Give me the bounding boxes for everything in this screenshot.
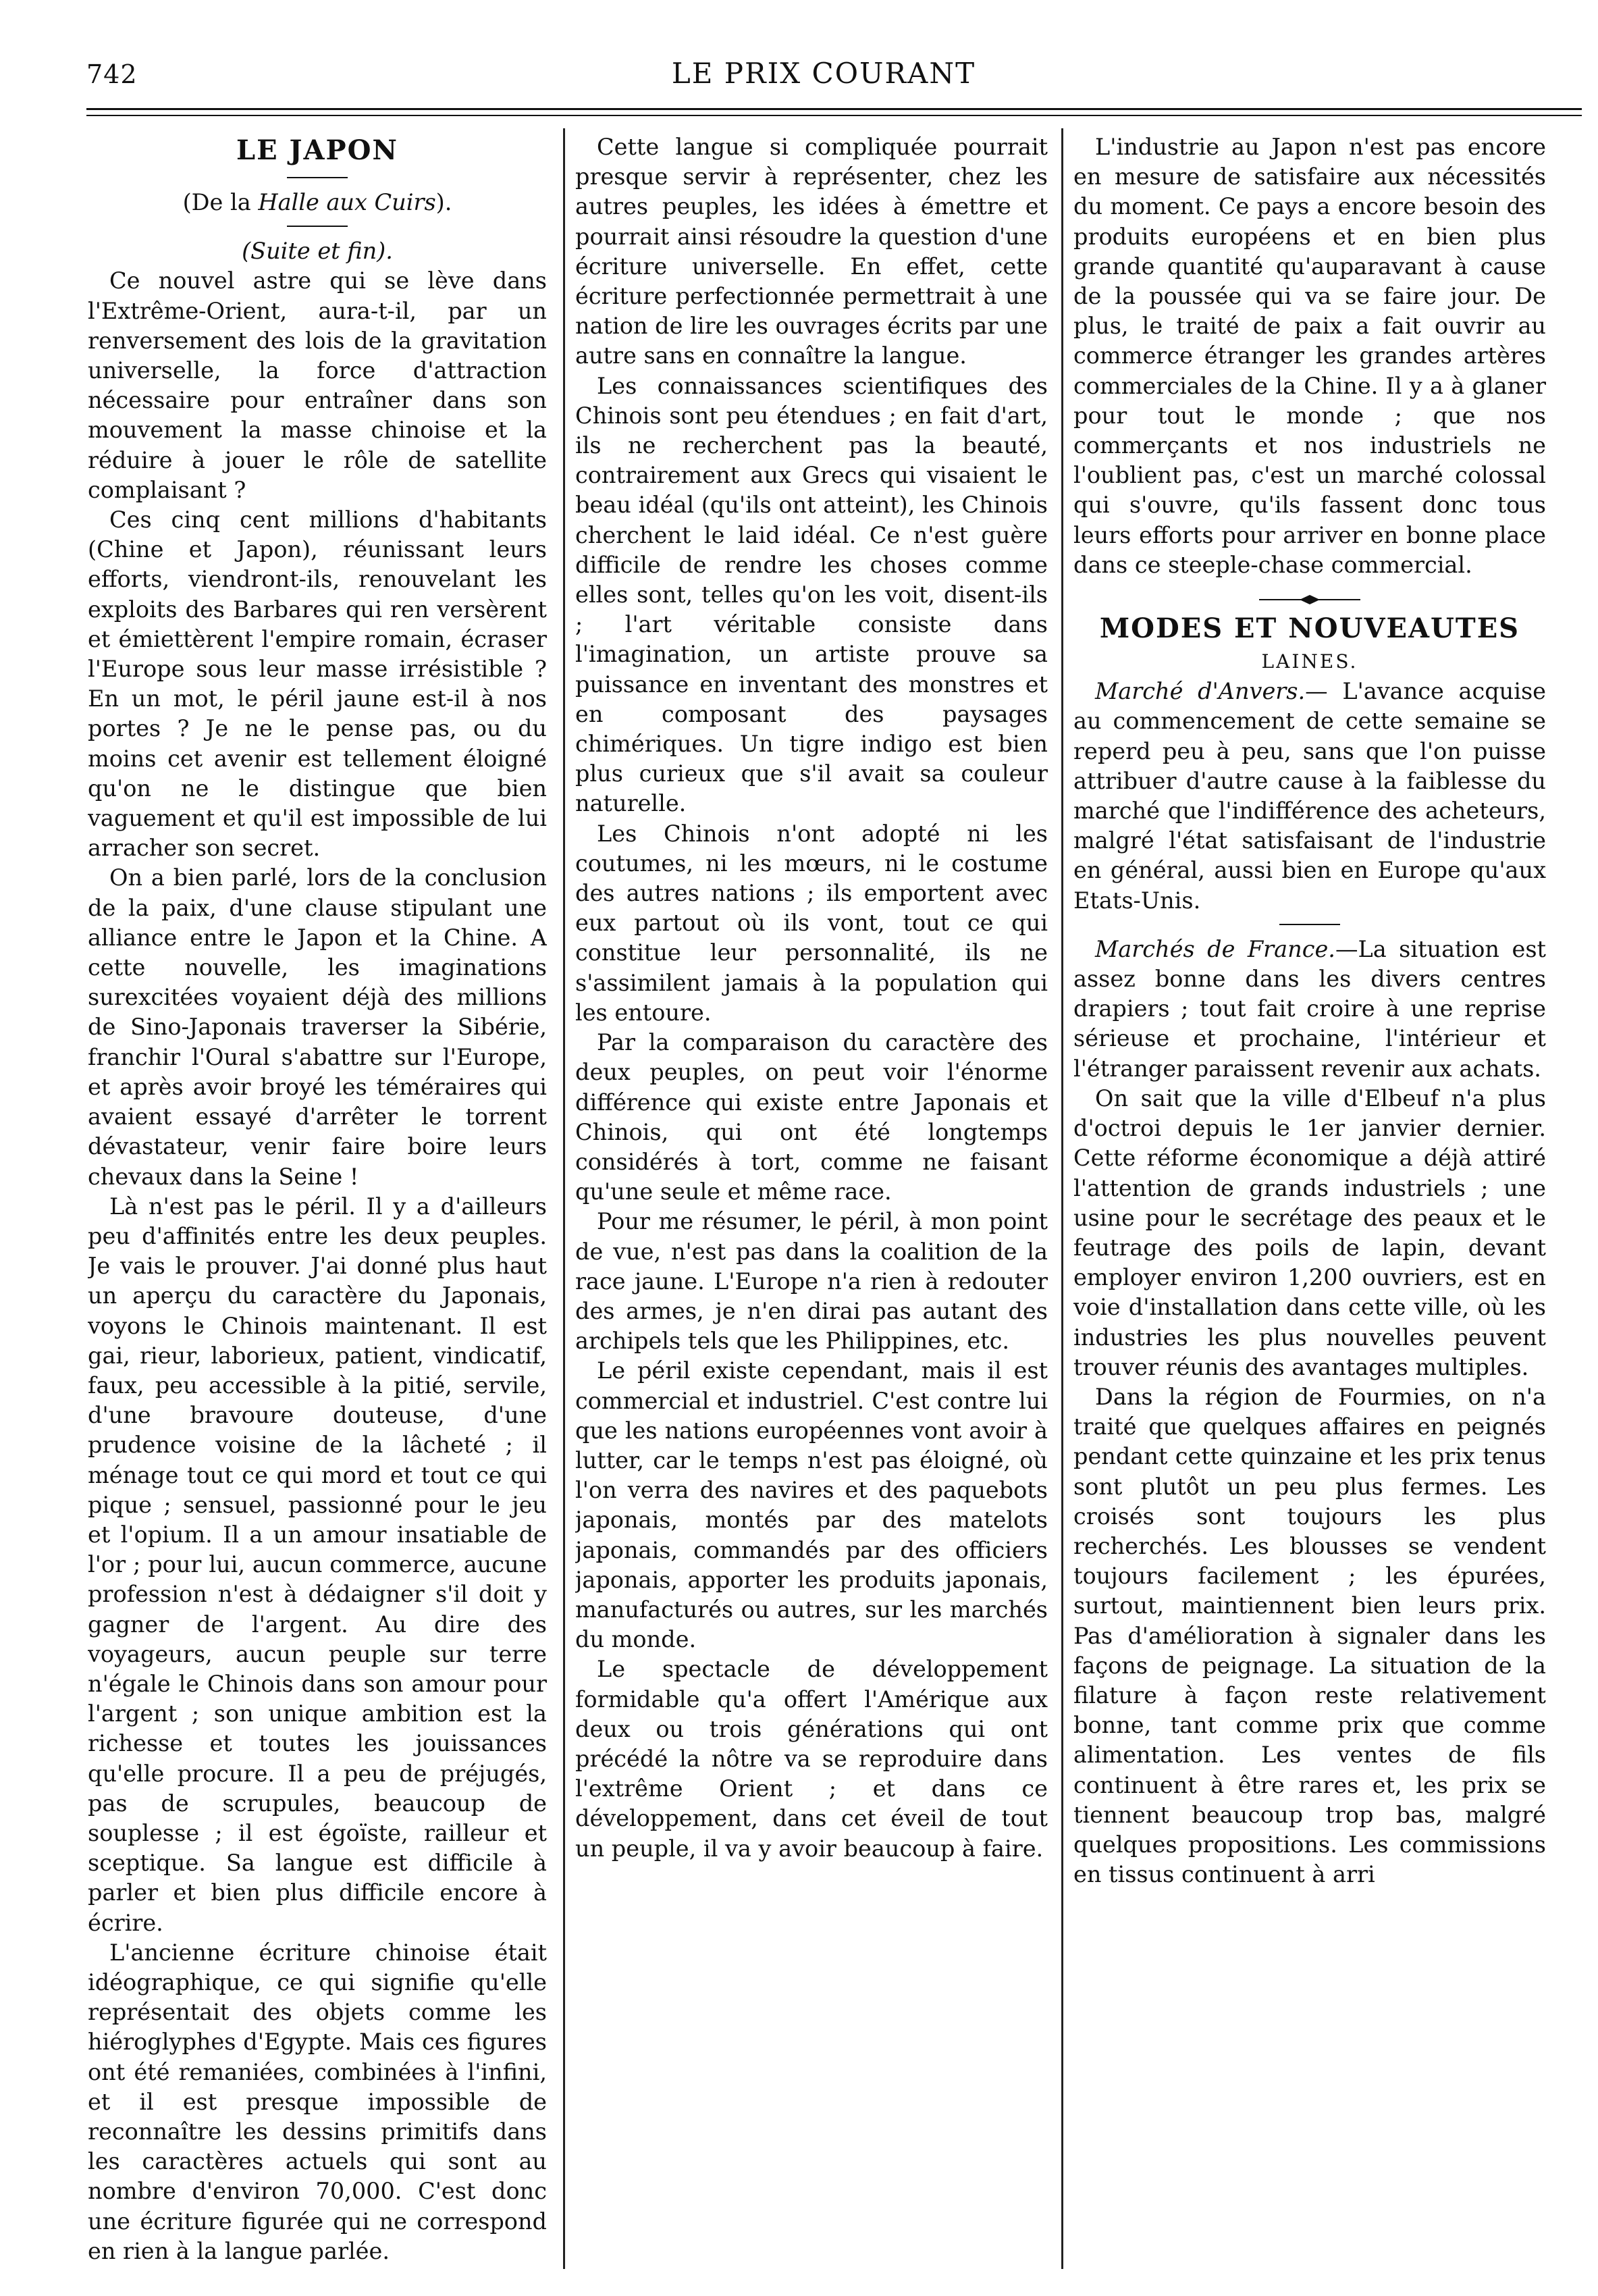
section-title-modes: MODES ET NOUVEAUTES	[1099, 612, 1520, 645]
paragraph: Par la comparaison du caractère des deux peuples, on peut voir l'énorme différence qui existe entre Japonais et Chinois, qui ont été longtemps considérés à tort, comme ne faisant qu'une seule et même race.	[575, 1029, 1048, 1205]
article-source	[88, 188, 547, 217]
paragraph: On sait que la ville d'Elbeuf n'a plus d'octroi depuis le 1er janvier dernier. Cette réforme économique a déjà attiré l'attention de grands industriels ; une usine pour le secrétage des peaux et le feutrage des poils de lapin, devant employer environ 1,200 ouvriers, est en voie d'installation dans cette ville, où les industries les plus nouvelles peuvent trouver réunis des avantages multiples.	[1073, 1085, 1546, 1380]
page-number: 742	[86, 59, 138, 89]
header-rule	[86, 108, 1582, 110]
column-divider	[1061, 128, 1063, 2269]
source-prefix: (De la	[182, 189, 259, 215]
paragraph-lead: Marchés de France.	[1095, 935, 1335, 962]
source-publication: Halle aux Cuirs	[258, 189, 436, 215]
paragraph: Les connaissances scientifiques des Chinois sont peu étendues ; en fait d'art, ils ne recherchent pas la beauté, contrairement aux Grecs qui visaient le beau idéal (qu'ils ont atteint), les Chinois cherchent le laid idéal. Ce n'est guère difficile de rendre les choses comme elles sont, telles qu'on les voit, disent-ils ; l'art véritable consiste dans l'imagination, un artiste prouve sa puissance en inventant des monstres et en composant des paysages chimériques. Un tigre indigo est bien plus curieux que s'il avait sa couleur naturelle.	[575, 372, 1048, 817]
sequel-text: (Suite et fin).	[242, 238, 393, 265]
paragraph: L'industrie au Japon n'est pas encore en mesure de satisfaire aux nécessités du moment. Ce pays a encore besoin des produits européens et en bien plus grande quantité qu'auparavant à cause de la poussée qui va se faire jour. De plus, le traité de paix a fait ouvrir au commerce étranger les grandes artères commerciales de la Chine. Il y a à glaner pour tout le monde ; que nos commerçants et nos industriels ne l'oublient pas, c'est un marché colossal qui s'ouvre, qu'ils fassent donc tous leurs efforts pour arriver en bonne place dans ce steeple-chase commercial.	[1073, 134, 1546, 578]
column-1	[88, 132, 547, 2266]
title-rule	[287, 177, 348, 178]
paragraph	[1073, 677, 1546, 916]
paragraph: Ces cinq cent millions d'habitants (Chine et Japon), réunissant leurs efforts, viendront-ils, renouvelant les exploits des Barbares qui ren versèrent et émiettèrent l'empire romain, écraser l'Europe sous leur masse irrésistible ? En un mot, le péril jaune est-il à nos portes ? Je ne le pense pas, ou du moins cet avenir est tellement éloigné qu'on ne le distingue que bien vaguement et qu'il est impossible de lui arracher son secret.	[88, 506, 547, 862]
section-ornament	[1073, 592, 1546, 606]
subsection-title: LAINES.	[1261, 650, 1358, 673]
paragraph: Là n'est pas le péril. Il y a d'ailleurs peu d'affinités entre les deux peuples. Je vais le prouver. J'ai donné plus haut un aperçu du caractère du Japonais, voyons le Chinois maintenant. Il est gai, rieur, laborieux, patient, vindicatif, faux, peu accessible à la pitié, servile, d'une bravoure douteuse, d'une prudence voisine de la lâcheté ; il ménage tout ce qui mord et tout ce qui pique ; sensuel, passionné pour le jeu et l'opium. Il a un amour insatiable de l'or ; pour lui, aucun commerce, aucune profession n'est à dédaigner s'il doit y gagner de l'argent. Au dire des voyageurs, aucun peuple sur terre n'égale le Chinois dans son amour pour l'argent ; son unique ambition est la richesse et toutes les jouissances qu'elle procure. Il a peu de préjugés, pas de scrupules, beaucoup de souplesse ; il est égoïste, railleur et sceptique. Sa langue est difficile à parler et bien plus difficile encore à écrire.	[88, 1193, 547, 1936]
column-3	[1073, 132, 1546, 2266]
column-2	[575, 132, 1048, 2266]
paragraph: Pour me résumer, le péril, à mon point de vue, n'est pas dans la coalition de la race jaune. L'Europe n'a rien à redouter des armes, je n'en dirai pas autant des archipels tels que les Philippines, etc.	[575, 1208, 1048, 1355]
column-divider	[563, 128, 565, 2269]
ornament-rule	[1259, 593, 1360, 606]
paragraph: Ce nouvel astre qui se lève dans l'Extrême-Orient, aura-t-il, par un renversement des lois de la gravitation universelle, la force d'attraction nécessaire pour entraîner dans son mouvement la masse chinoise et la réduire à jouer le rôle de satellite complaisant ?	[88, 267, 547, 503]
paragraph: Les Chinois n'ont adopté ni les coutumes, ni les mœurs, ni le costume des autres nations ; ils emportent avec eux partout où ils vont, tout ce qui constitue leur personnalité, ils ne s'assimilent jamais à la population qui les entoure.	[575, 820, 1048, 1026]
paragraph	[1073, 935, 1546, 1084]
source-rule	[287, 226, 348, 227]
paragraph: Dans la région de Fourmies, on n'a traité que quelques affaires en peignés pendant cette quinzaine et les prix tenus sont plutôt un peu plus fermes. Les croisés sont toujours les plus recherchés. Les blousses se vendent toujours facilement ; les épurées, surtout, maintiennent bien leurs prix. Pas d'amélioration à signaler dans les façons de peignage. La situation de la filature à façon reste relativement bonne, tant comme prix que comme alimentation. Les ventes de fils continuent à être rares et, les prix se tiennent beaucoup trop bas, malgré quelques propositions. Les commissions en tissus continuent à arri	[1073, 1383, 1546, 1888]
paragraph-lead: Marché d'Anvers.	[1095, 678, 1306, 705]
paragraph: Le péril existe cependant, mais il est commercial et industriel. C'est contre lui que les nations européennes vont avoir à lutter, car le temps n'est pas éloigné, où l'on verra des navires et des paquebots japonais, montés par des matelots japonais, commandés par des officiers japonais, apporter les produits japonais, manufacturés ou autres, sur les marchés du monde.	[575, 1357, 1048, 1653]
paragraph-rule	[1279, 924, 1340, 925]
paragraph-text: —La situation est assez bonne dans les divers centres drapiers ; tout fait croire à une reprise sérieuse et prochaine, l'intérieur et l'étranger paraissent revenir aux achats.	[1073, 935, 1546, 1082]
paragraph-text: — L'avance acquise au commencement de cette semaine se reperd peu à peu, sans que l'on puisse attribuer d'autre cause à la faiblesse du marché que l'indifférence des acheteurs, malgré l'état satisfaisant de l'industrie en général, aussi bien en Europe qu'aux Etats-Unis.	[1073, 678, 1546, 914]
paragraph: On a bien parlé, lors de la conclusion de la paix, d'une clause stipulant une alliance entre le Japon et la Chine. A cette nouvelle, les imaginations surexcitées voyaient déjà des millions de Sino-Japonais traverser la Sibérie, franchir l'Oural s'abattre sur l'Europe, et après avoir broyé les téméraires qui avaient essayé d'arrêter le torrent dévastateur, venir faire boire leurs chevaux dans la Seine !	[88, 864, 547, 1190]
header-rule-thin	[86, 115, 1582, 116]
source-suffix: ).	[435, 189, 452, 215]
sequel-note	[88, 236, 547, 266]
paragraph: L'ancienne écriture chinoise était idéographique, ce qui signifie qu'elle représentait des objets comme les hiéroglyphes d'Egypte. Mais ces figures ont été remaniées, combinées à l'infini, et il est presque impossible de reconnaître les dessins primitifs dans les caractères actuels qui sont au nombre d'environ 70,000. C'est donc une écriture figurée qui ne correspond en rien à la langue parlée.	[88, 1939, 547, 2264]
journal-title: LE PRIX COURANT	[671, 57, 976, 90]
paragraph: Le spectacle de développement formidable qu'a offert l'Amérique aux deux ou trois générations qui ont précédé la nôtre va se reproduire dans l'extrême Orient ; et dans ce développement, dans cet éveil de tout un peuple, il va y avoir beaucoup à faire.	[575, 1656, 1048, 1862]
article-title: LE JAPON	[236, 134, 398, 166]
paragraph: Cette langue si compliquée pourrait presque servir à représenter, chez les autres peuples, les idées à émettre et pourrait ainsi résoudre la question d'une écriture universelle. En effet, cette écriture perfectionnée permettrait à une nation de lire les ouvrages écrits par une autre sans en connaître la langue.	[575, 134, 1048, 369]
